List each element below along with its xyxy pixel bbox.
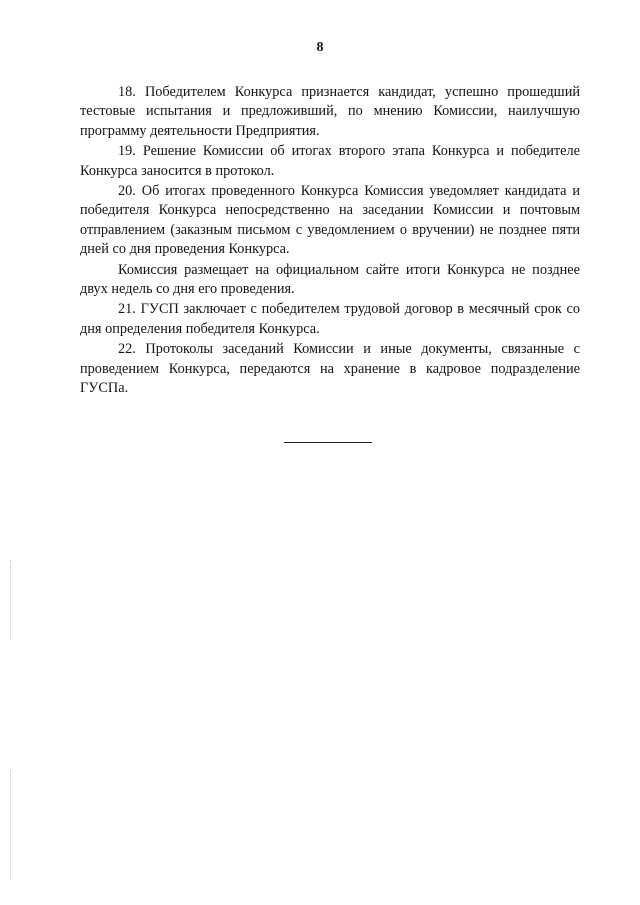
page-number: 8 (316, 40, 324, 55)
closing-divider-line (284, 442, 372, 443)
document-body (80, 83, 580, 399)
scan-artifact-dots (10, 560, 13, 640)
paragraph-21: 21. ГУСП заключает с победителем трудовой договор в месячный срок со дня определения победителя Конкурса. (80, 301, 580, 337)
paragraph-22: 22. Протоколы заседаний Комиссии и иные документы, связанные с проведением Конкурса, передаются на хранение в кадровое подразделение ГУСПа. (80, 341, 580, 397)
paragraph-20-continued: Комиссия размещает на официальном сайте итоги Конкурса не позднее двух недель со дня его проведения. (80, 261, 580, 298)
scan-artifact-dots (10, 770, 13, 880)
paragraph-20: 20. Об итогах проведенного Конкурса Комиссия уведомляет кандидата и победителя Конкурса непосредственно на заседании Комиссии и почтовым отправлением (заказным письмом с уведомлением о вручении) не позднее пяти дней со дня проведения Конкурса. (80, 183, 580, 258)
paragraph-18: 18. Победителем Конкурса признается кандидат, успешно прошедший тестовые испытания и предложивший, по мнению Комиссии, наилучшую программу деятельности Предприятия. (80, 84, 580, 139)
paragraph-19: 19. Решение Комиссии об итогах второго этапа Конкурса и победителе Конкурса заносится в протокол. (80, 143, 580, 179)
